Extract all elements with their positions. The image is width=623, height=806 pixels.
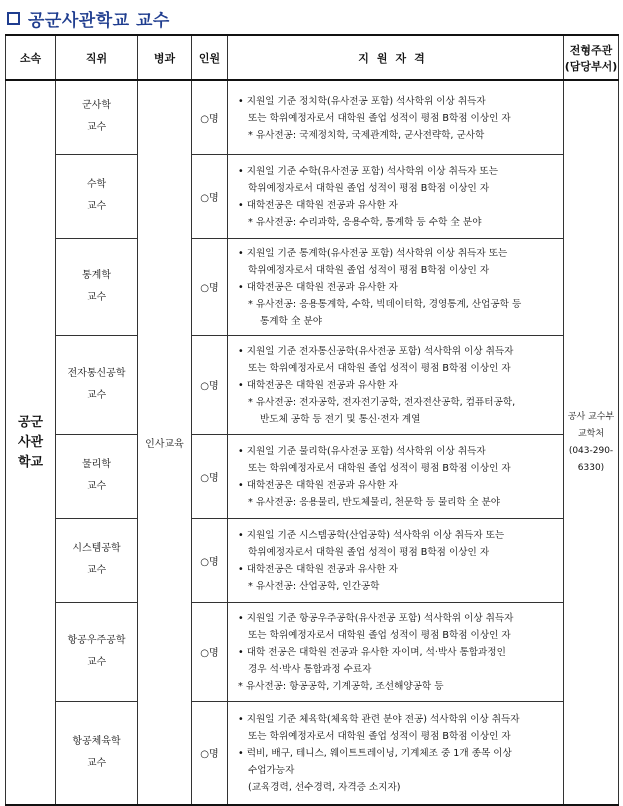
- requirement-line: • 지원일 기준 통계학(유사전공 포함) 석사학위 이상 취득자 또는: [238, 248, 508, 259]
- requirement-line: • 대학 전공은 대학원 전공과 유사한 자이며, 석·박사 통합과정인: [238, 647, 506, 658]
- header-row: [6, 35, 619, 80]
- header-department-line2: (담당부서): [564, 59, 618, 73]
- requirements-cell: [228, 80, 564, 154]
- requirement-line: * 유사전공: 항공공학, 기계공학, 조선해양공학 등: [238, 681, 444, 692]
- table-row: [6, 602, 619, 701]
- requirements-cell: [228, 518, 564, 602]
- requirement-line: 경우 석·박사 통합과정 수료자: [248, 664, 372, 675]
- table-row: [6, 238, 619, 335]
- header-department: [564, 35, 619, 80]
- requirement-line: • 지원일 기준 수학(유사전공 포함) 석사학위 이상 취득자 또는: [238, 166, 498, 177]
- position-cell: [56, 154, 138, 238]
- position-cell: [56, 238, 138, 335]
- requirement-line: * 유사전공: 응용물리, 반도체물리, 천문학 등 물리학 全 분야: [248, 497, 501, 508]
- requirement-line: 학위예정자로서 대학원 졸업 성적이 평점 B학점 이상인 자: [248, 547, 490, 558]
- position-line: 교수: [86, 291, 107, 303]
- header-count: 인원: [192, 35, 228, 80]
- position-line: 항공우주공학: [67, 634, 126, 646]
- position-cell: [56, 518, 138, 602]
- requirement-line: 또는 학위예정자로서 대학원 졸업 성적이 평점 B학점 이상인 자: [248, 363, 511, 374]
- requirements-cell: [228, 701, 564, 805]
- position-cell: [56, 602, 138, 701]
- requirement-line: * 유사전공: 응용통계학, 수학, 빅데이터학, 경영통계, 산업공학 등: [248, 299, 522, 310]
- requirement-line: 또는 학위예정자로서 대학원 졸업 성적이 평점 B학점 이상인 자: [248, 630, 511, 641]
- requirement-line: (교육경력, 선수경력, 자격증 소지자): [248, 782, 401, 794]
- count-cell: ○명: [192, 335, 228, 434]
- requirement-line: • 지원일 기준 시스템공학(산업공학) 석사학위 이상 취득자 또는: [238, 530, 505, 541]
- position-cell: [56, 80, 138, 154]
- requirement-line: 수업가능자: [248, 765, 295, 777]
- department-line2: 교학처: [577, 428, 605, 439]
- affiliation-cell: [6, 80, 56, 805]
- requirement-line: • 지원일 기준 체육학(체육학 관련 분야 전공) 석사학위 이상 취득자: [238, 714, 520, 726]
- requirement-line: • 대학전공은 대학원 전공과 유사한 자: [238, 380, 398, 391]
- requirement-line: 또는 학위예정자로서 대학원 졸업 성적이 평점 B학점 이상인 자: [248, 463, 511, 474]
- requirements-cell: [228, 154, 564, 238]
- requirement-line: • 럭비, 배구, 테니스, 웨이트트레이닝, 기계체조 중 1개 종목 이상: [238, 748, 512, 760]
- requirement-line: • 지원일 기준 전자통신공학(유사전공 포함) 석사학위 이상 취득자: [238, 346, 514, 357]
- requirement-line: • 대학전공은 대학원 전공과 유사한 자: [238, 200, 398, 211]
- table-row: [6, 518, 619, 602]
- department-cell: [564, 80, 619, 805]
- department-line3: (043-290-6330): [568, 445, 614, 473]
- requirement-line: 또는 학위예정자로서 대학원 졸업 성적이 평점 B학점 이상인 자: [248, 731, 511, 743]
- page-title-text: 공군사관학교 교수: [28, 10, 170, 31]
- count-cell: ○명: [192, 80, 228, 154]
- page-title: [7, 6, 170, 30]
- header-affiliation: 소속: [6, 35, 56, 80]
- table-row: [6, 335, 619, 434]
- position-line: 교수: [86, 757, 107, 769]
- position-line: 교수: [86, 656, 107, 668]
- count-cell: ○명: [192, 602, 228, 701]
- position-line: 항공체육학: [72, 735, 121, 747]
- recruitment-table: [5, 34, 619, 806]
- position-cell: [56, 335, 138, 434]
- position-line: 물리학: [82, 459, 111, 470]
- table-row: [6, 434, 619, 518]
- requirement-line: • 지원일 기준 항공우주공학(유사전공 포함) 석사학위 이상 취득자: [238, 613, 514, 624]
- corps-cell: 인사교육: [138, 80, 192, 805]
- requirement-line: • 대학전공은 대학원 전공과 유사한 자: [238, 564, 398, 575]
- requirements-cell: [228, 434, 564, 518]
- count-cell: ○명: [192, 518, 228, 602]
- requirements-cell: [228, 335, 564, 434]
- requirement-line: 또는 학위예정자로서 대학원 졸업 성적이 평점 B학점 이상인 자: [248, 112, 511, 124]
- affiliation-line: 사관: [17, 434, 44, 450]
- position-line: 교수: [86, 201, 107, 212]
- requirement-line: * 유사전공: 수리과학, 응용수학, 통계학 등 수학 全 분야: [248, 217, 482, 228]
- requirement-line: • 지원일 기준 물리학(유사전공 포함) 석사학위 이상 취득자: [238, 446, 486, 457]
- requirement-line: 반도체 공학 등 전기 및 통신·전자 계열: [260, 414, 421, 425]
- position-line: 통계학: [82, 269, 111, 281]
- requirement-line: 학위예정자로서 대학원 졸업 성적이 평점 B학점 이상인 자: [248, 265, 490, 276]
- requirements-cell: [228, 602, 564, 701]
- count-cell: ○명: [192, 434, 228, 518]
- requirement-line: • 대학전공은 대학원 전공과 유사한 자: [238, 480, 398, 491]
- position-line: 시스템공학: [72, 543, 121, 554]
- checkbox-square-icon: [7, 12, 20, 25]
- table-row: [6, 701, 619, 805]
- header-corps: 병과: [138, 35, 192, 80]
- position-line: 군사학: [82, 100, 111, 112]
- affiliation-line: 학교: [17, 454, 44, 470]
- count-cell: ○명: [192, 238, 228, 335]
- requirement-line: 학위예정자로서 대학원 졸업 성적이 평점 B학점 이상인 자: [248, 183, 490, 194]
- position-line: 교수: [86, 389, 107, 401]
- requirement-line: * 유사전공: 산업공학, 인간공학: [248, 581, 380, 592]
- table-row: [6, 80, 619, 154]
- header-requirements: 지원자격: [228, 35, 564, 80]
- position-line: 전자통신공학: [67, 367, 126, 379]
- count-cell: ○명: [192, 154, 228, 238]
- header-department-line1: 전형주관: [569, 43, 613, 57]
- requirement-line: * 유사전공: 국제정치학, 국제관계학, 군사전략학, 군사학: [248, 129, 485, 141]
- position-cell: [56, 434, 138, 518]
- requirement-line: 통계학 全 분야: [260, 316, 323, 327]
- position-line: 교수: [86, 122, 107, 134]
- position-line: 교수: [86, 481, 107, 492]
- table-row: [6, 154, 619, 238]
- position-line: 교수: [86, 565, 107, 576]
- position-cell: [56, 701, 138, 805]
- requirement-line: * 유사전공: 전자공학, 전자전기공학, 전자전산공학, 컴퓨터공학,: [248, 397, 516, 408]
- requirement-line: • 대학전공은 대학원 전공과 유사한 자: [238, 282, 398, 293]
- requirements-cell: [228, 238, 564, 335]
- header-position: 직위: [56, 35, 138, 80]
- requirement-line: • 지원일 기준 정치학(유사전공 포함) 석사학위 이상 취득자: [238, 95, 486, 107]
- position-line: 수학: [86, 179, 107, 190]
- department-line1: 공사 교수부: [567, 411, 615, 422]
- count-cell: ○명: [192, 701, 228, 805]
- affiliation-line: 공군: [17, 414, 44, 430]
